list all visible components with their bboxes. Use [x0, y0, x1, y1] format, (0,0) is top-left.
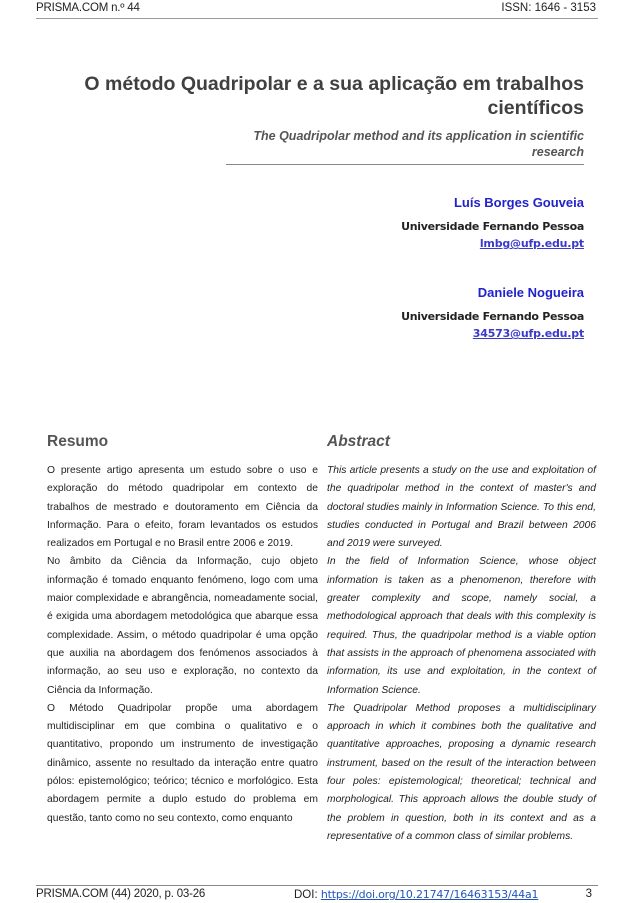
article-subtitle: The Quadripolar method and its application in scientific research	[253, 129, 584, 159]
abstract-paragraph: In the field of Information Science, whose object information is taken as a phenomenon, therefore with greater complexity and scope, namely social, a methodological approach that deals with this complexity is required. Thus, the quadripolar method is a viable option that assists in the approach of phenomena associated with information, its use and exploitation, in the context of Information Science.	[327, 556, 596, 696]
abstract-paragraph: The Quadripolar Method proposes a multidisciplinary approach in which it combines both the qualitative and quantitative approaches, proposing a dynamic research instrument, based on the result of the interaction between four poles: epistemological; theoretical; technical and morphological. This approach allows the double study of the problem in question, both in its context and as a representative of a common class of similar problems.	[327, 702, 596, 842]
author-name: Daniele Nogueira	[477, 285, 584, 300]
page-number: 3	[585, 888, 592, 900]
abstract-section	[327, 432, 596, 846]
author-name: Luís Borges Gouveia	[453, 195, 584, 210]
doi-link[interactable]: https://doi.org/10.21747/16463153/44a1	[320, 888, 539, 901]
author-affiliation: Universidade Fernando Pessoa	[401, 220, 584, 233]
author-email-link[interactable]: 34573@ufp.edu.pt	[472, 327, 584, 340]
citation: PRISMA.COM (44) 2020, p. 03-26	[36, 888, 206, 900]
page-footer	[36, 885, 598, 903]
author-block	[401, 285, 584, 342]
resumo-paragraph: O Método Quadripolar propõe uma abordagem multidisciplinar em que combina o qualitativo e o quantitativo, propondo um instrumento de investigação dinâmico, assente no resultado da interação entre quatro pólos: epistemológico; teórico; técnico e morfológico. Esta abordagem permite a duplo estudo do problema em questão, tanto como no seu contexto, como enquanto	[47, 702, 318, 824]
page-header	[36, 1, 598, 19]
article-title: O método Quadripolar e a sua aplicação em trabalhos científicos	[84, 73, 584, 119]
doi-label: DOI:	[294, 889, 321, 901]
resumo-paragraph: No âmbito da Ciência da Informação, cujo objeto informação é tomado enquanto fenómeno, logo com uma maior complexidade e abrangência, nomeadamente social, é exigida uma abordagem metodológica que abarque essa complexidade. Assim, o método quadripolar é uma opção que auxilia na abordagem dos fenómenos associados à informação, ao seu uso e exploração, no contexto da Ciência da Informação.	[47, 556, 318, 696]
issn: ISSN: 1646 - 3153	[501, 2, 596, 14]
resumo-section	[47, 432, 318, 828]
abstract-paragraph: This article presents a study on the use and exploitation of the quadripolar method in the context of master's and doctoral studies mainly in Information Science. To this end, studies conducted in Portugal and Brazil between 2006 and 2019 were surveyed.	[327, 465, 596, 550]
author-email-link[interactable]: lmbg@ufp.edu.pt	[479, 237, 584, 250]
abstract-heading: Abstract	[327, 433, 390, 450]
title-divider	[226, 164, 584, 165]
doi	[294, 888, 538, 901]
journal-issue: PRISMA.COM n.º 44	[36, 2, 140, 14]
resumo-heading: Resumo	[47, 433, 109, 450]
resumo-paragraph: O presente artigo apresenta um estudo sobre o uso e exploração do método quadripolar em contexto de trabalhos de mestrado e doutoramento em Ciência da Informação. Para o efeito, foram levantados os estudos realizados em Portugal e no Brasil entre 2006 e 2019.	[47, 465, 318, 550]
author-affiliation: Universidade Fernando Pessoa	[401, 310, 584, 323]
author-block	[401, 195, 584, 252]
